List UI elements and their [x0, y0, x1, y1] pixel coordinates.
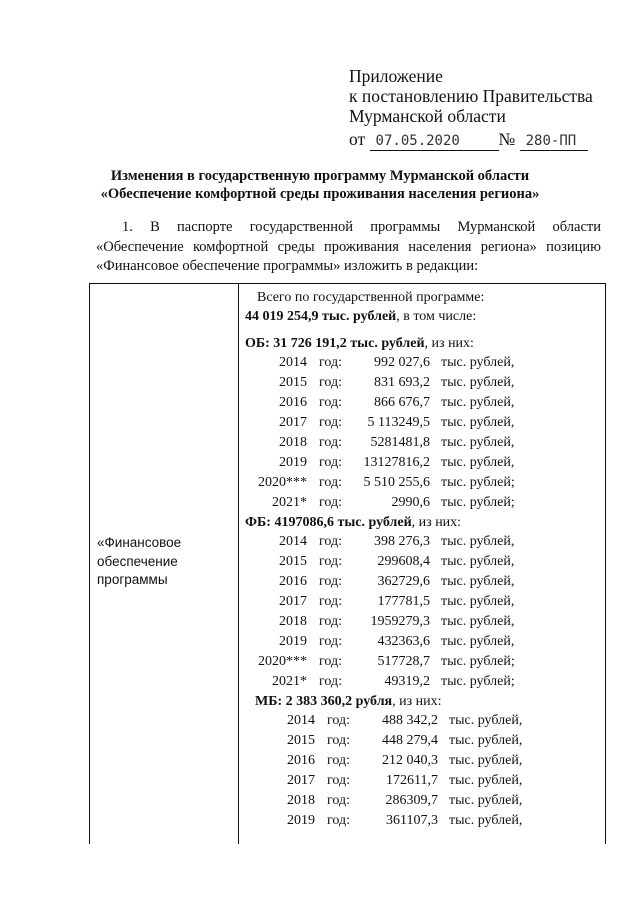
unit-cell: тыс. рублей,	[441, 415, 515, 430]
intro-paragraph	[96, 218, 601, 277]
year-cell: 2015	[287, 733, 315, 748]
unit-cell: тыс. рублей,	[441, 455, 515, 470]
table-row	[245, 373, 600, 393]
amount-cell: 488 342,2	[382, 713, 438, 728]
unit-cell: тыс. рублей,	[441, 634, 515, 649]
table-row-label: «Финансовое обеспечение программы	[97, 535, 182, 587]
year-cell: 2019	[279, 455, 307, 470]
year-cell: 2017	[287, 773, 315, 788]
amount-cell: 361107,3	[386, 813, 438, 828]
year-cell: 2019	[287, 813, 315, 828]
year-cell: 2017	[279, 594, 307, 609]
year-suffix-cell: год:	[319, 614, 343, 629]
year-suffix-cell: год:	[319, 574, 343, 589]
appendix-resolution: к постановлению Правительства	[349, 86, 593, 106]
unit-cell: тыс. рублей,	[441, 435, 515, 450]
ob-suffix: , из них:	[424, 336, 474, 351]
table-row	[245, 731, 600, 751]
table-row	[245, 751, 600, 771]
appendix-region: Мурманской области	[349, 106, 506, 126]
financing-table	[89, 283, 606, 844]
year-cell: 2018	[279, 435, 307, 450]
table-row	[245, 493, 600, 513]
unit-cell: тыс. рублей;	[441, 475, 515, 490]
unit-cell: тыс. рублей,	[441, 594, 515, 609]
unit-cell: тыс. рублей,	[441, 534, 515, 549]
unit-cell: тыс. рублей;	[441, 654, 515, 669]
year-suffix-cell: год:	[319, 674, 343, 689]
year-suffix-cell: год:	[319, 534, 343, 549]
unit-cell: тыс. рублей,	[441, 574, 515, 589]
total-line	[245, 307, 600, 326]
fb-header: ФБ: 4197086,6 тыс. рублей	[245, 515, 412, 530]
year-cell: 2015	[279, 554, 307, 569]
mb-suffix: , из них:	[392, 694, 442, 709]
amount-cell: 866 676,7	[374, 395, 430, 410]
table-row	[245, 393, 600, 413]
intro-paragraph-text: 1. В паспорте государственной программы Мурманской области «Обеспечение комфортной среды проживания населения региона» позицию «Финансовое обеспечение программы» изложить в редакции:	[96, 219, 601, 274]
amount-cell: 5 113249,5	[367, 415, 430, 430]
year-suffix-cell: год:	[319, 415, 343, 430]
table-row	[245, 711, 600, 731]
year-cell: 2021*	[272, 674, 307, 689]
appendix-title: Приложение	[349, 66, 443, 86]
year-cell: 2016	[279, 574, 307, 589]
table-row	[245, 552, 600, 572]
year-suffix-cell: год:	[319, 654, 343, 669]
table-row	[245, 652, 600, 672]
title-line-2: «Обеспечение комфортной среды проживания населения региона»	[100, 186, 540, 202]
table-row	[245, 532, 600, 552]
year-suffix-cell: год:	[319, 355, 343, 370]
unit-cell: тыс. рублей,	[449, 813, 523, 828]
financing-details	[245, 288, 600, 831]
table-row	[245, 672, 600, 692]
amount-cell: 448 279,4	[382, 733, 438, 748]
ob-rows	[245, 353, 600, 513]
unit-cell: тыс. рублей,	[441, 554, 515, 569]
unit-cell: тыс. рублей,	[449, 793, 523, 808]
year-suffix-cell: год:	[327, 813, 351, 828]
year-cell: 2018	[287, 793, 315, 808]
from-label: от	[349, 129, 366, 149]
amount-cell: 172611,7	[386, 773, 438, 788]
amount-cell: 517728,7	[377, 654, 430, 669]
year-suffix-cell: год:	[327, 733, 351, 748]
year-cell: 2014	[287, 713, 315, 728]
year-suffix-cell: год:	[327, 753, 351, 768]
table-row	[245, 413, 600, 433]
table-row	[245, 572, 600, 592]
year-suffix-cell: год:	[319, 455, 343, 470]
year-suffix-cell: год:	[319, 435, 343, 450]
amount-cell: 5281481,8	[370, 435, 430, 450]
year-cell: 2016	[287, 753, 315, 768]
year-suffix-cell: год:	[319, 594, 343, 609]
table-row	[245, 453, 600, 473]
total-suffix: , в том числе:	[396, 309, 477, 324]
amount-cell: 49319,2	[384, 674, 430, 689]
year-suffix-cell: год:	[319, 554, 343, 569]
resolution-date: 07.05.2020	[375, 133, 460, 149]
table-row	[245, 353, 600, 373]
table-row	[245, 632, 600, 652]
unit-cell: тыс. рублей,	[449, 733, 523, 748]
year-cell: 2021*	[272, 495, 307, 510]
amount-cell: 299608,4	[377, 554, 430, 569]
unit-cell: тыс. рублей,	[441, 375, 515, 390]
amount-cell: 831 693,2	[374, 375, 430, 390]
unit-cell: тыс. рублей;	[441, 674, 515, 689]
document-title	[0, 167, 640, 203]
year-suffix-cell: год:	[327, 713, 351, 728]
unit-cell: тыс. рублей,	[449, 713, 523, 728]
total-amount: 44 019 254,9 тыс. рублей	[245, 309, 397, 324]
ob-header-line	[245, 334, 600, 353]
number-label: №	[498, 129, 516, 149]
amount-cell: 212 040,3	[382, 753, 438, 768]
year-cell: 2020***	[258, 475, 307, 490]
unit-cell: тыс. рублей,	[441, 355, 515, 370]
year-suffix-cell: год:	[319, 495, 343, 510]
amount-cell: 13127816,2	[363, 455, 430, 470]
table-row	[245, 473, 600, 493]
mb-rows	[245, 711, 600, 831]
year-cell: 2020***	[258, 654, 307, 669]
year-suffix-cell: год:	[319, 634, 343, 649]
year-cell: 2014	[279, 355, 307, 370]
year-cell: 2016	[279, 395, 307, 410]
year-cell: 2019	[279, 634, 307, 649]
unit-cell: тыс. рублей,	[441, 395, 515, 410]
year-suffix-cell: год:	[319, 395, 343, 410]
year-cell: 2014	[279, 534, 307, 549]
fb-rows	[245, 532, 600, 692]
amount-cell: 2990,6	[391, 495, 430, 510]
unit-cell: тыс. рублей;	[441, 495, 515, 510]
appendix-block	[349, 66, 593, 126]
table-row	[245, 592, 600, 612]
table-row	[245, 612, 600, 632]
year-suffix-cell: год:	[319, 375, 343, 390]
unit-cell: тыс. рублей,	[449, 753, 523, 768]
resolution-number: 280-ПП	[525, 133, 577, 149]
amount-cell: 286309,7	[385, 793, 438, 808]
fb-header-line	[245, 513, 600, 532]
year-suffix-cell: год:	[327, 793, 351, 808]
year-cell: 2018	[279, 614, 307, 629]
table-row	[245, 433, 600, 453]
fb-suffix: , из них:	[411, 515, 462, 530]
year-cell: 2017	[279, 415, 307, 430]
mb-header: МБ: 2 383 360,2 рубля	[255, 694, 393, 709]
year-suffix-cell: год:	[319, 475, 343, 490]
amount-cell: 398 276,3	[374, 534, 430, 549]
resolution-date-number	[349, 129, 588, 151]
table-row	[245, 811, 600, 831]
amount-cell: 432363,6	[377, 634, 430, 649]
title-line-1: Изменения в государственную программу Мурманской области	[110, 168, 530, 184]
total-header: Всего по государственной программе:	[257, 290, 485, 305]
amount-cell: 362729,6	[377, 574, 430, 589]
table-row	[245, 771, 600, 791]
amount-cell: 1959279,3	[370, 614, 430, 629]
amount-cell: 177781,5	[377, 594, 430, 609]
amount-cell: 5 510 255,6	[363, 475, 430, 490]
unit-cell: тыс. рублей,	[441, 614, 515, 629]
mb-header-line	[245, 692, 600, 711]
unit-cell: тыс. рублей,	[449, 773, 523, 788]
amount-cell: 992 027,6	[374, 355, 430, 370]
year-suffix-cell: год:	[327, 773, 351, 788]
year-cell: 2015	[279, 375, 307, 390]
ob-header: ОБ: 31 726 191,2 тыс. рублей	[245, 336, 425, 351]
table-row	[245, 791, 600, 811]
